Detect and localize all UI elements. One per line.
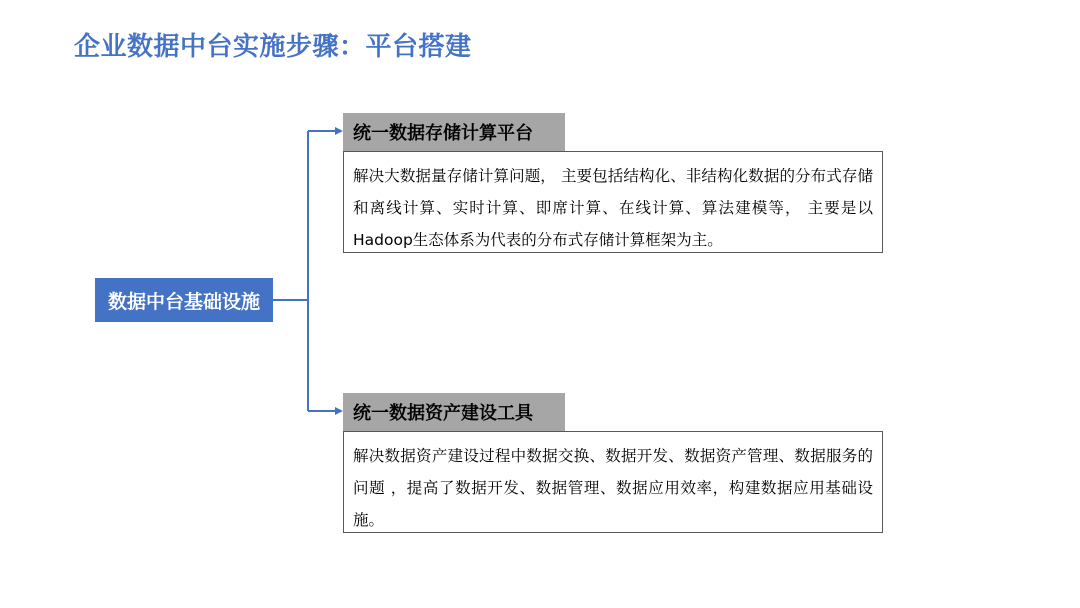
branch-description-storage-compute: 解决大数据量存储计算问题， 主要包括结构化、非结构化数据的分布式存储和离线计算、实时计算、即席计算、在线计算、算法建模等， 主要是以Hadoop生态体系为代表的分布式存储计算框架为主。 [343,151,883,253]
branch-header-label: 统一数据存储计算平台 [353,123,533,144]
branch-description-asset-tools: 解决数据资产建设过程中数据交换、数据开发、数据资产管理、数据服务的问题 ，提高了数据开发、数据管理、数据应用效率，构建数据应用基础设施。 [343,431,883,533]
page-title: 企业数据中台实施步骤：平台搭建 [74,32,472,62]
branch-header-asset-tools [343,393,565,431]
branch-header-label: 统一数据资产建设工具 [353,403,533,424]
branch-header-storage-compute [343,113,565,151]
root-node [95,278,273,322]
root-node-label: 数据中台基础设施 [107,290,260,313]
